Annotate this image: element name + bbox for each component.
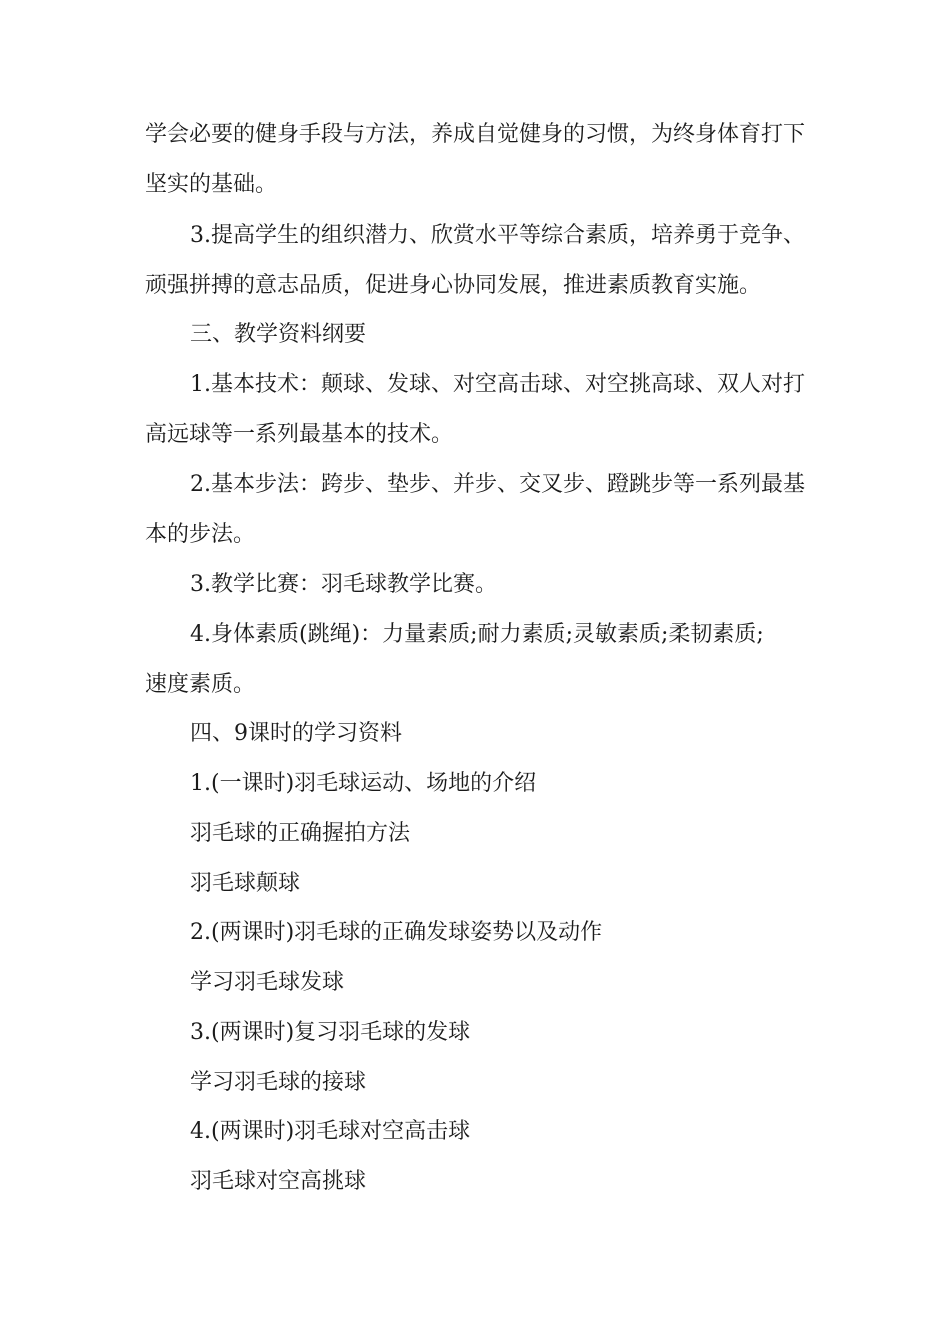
text-line: 学习羽毛球的接球: [190, 1070, 367, 1095]
text-line: 4.(两课时)羽毛球对空高击球: [190, 1119, 471, 1144]
text-line: 羽毛球对空高挑球: [190, 1169, 367, 1194]
text-line: 2.(两课时)羽毛球的正确发球姿势以及动作: [190, 920, 603, 945]
text-line: 羽毛球颠球: [190, 871, 301, 896]
text-line: 学会必要的健身手段与方法，养成自觉健身的习惯，为终身体育打下: [145, 122, 806, 147]
text-line: 坚实的基础。: [145, 172, 278, 197]
text-line: 1.(一课时)羽毛球运动、场地的介绍: [190, 771, 537, 796]
text-line: 速度素质。: [145, 672, 256, 697]
text-line: 3.提高学生的组织潜力、欣赏水平等综合素质，培养勇于竞争、: [190, 223, 805, 248]
text-line: 羽毛球的正确握拍方法: [190, 821, 411, 846]
text-line: 高远球等一系列最基本的技术。: [145, 422, 454, 447]
section-heading: 四、9课时的学习资料: [190, 721, 402, 746]
text-line: 学习羽毛球发球: [190, 970, 345, 995]
text-line: 1.基本技术：颠球、发球、对空高击球、对空挑高球、双人对打: [190, 372, 805, 397]
text-line: 顽强拼搏的意志品质，促进身心协同发展，推进素质教育实施。: [145, 273, 762, 298]
text-line: 本的步法。: [145, 522, 256, 547]
text-line: 3.(两课时)复习羽毛球的发球: [190, 1020, 471, 1045]
text-line: 4.身体素质(跳绳)：力量素质;耐力素质;灵敏素质;柔韧素质;: [190, 622, 764, 647]
text-line: 2.基本步法：跨步、垫步、并步、交叉步、蹬跳步等一系列最基: [190, 472, 805, 497]
section-heading: 三、教学资料纲要: [190, 322, 367, 347]
text-line: 3.教学比赛：羽毛球教学比赛。: [190, 572, 497, 597]
